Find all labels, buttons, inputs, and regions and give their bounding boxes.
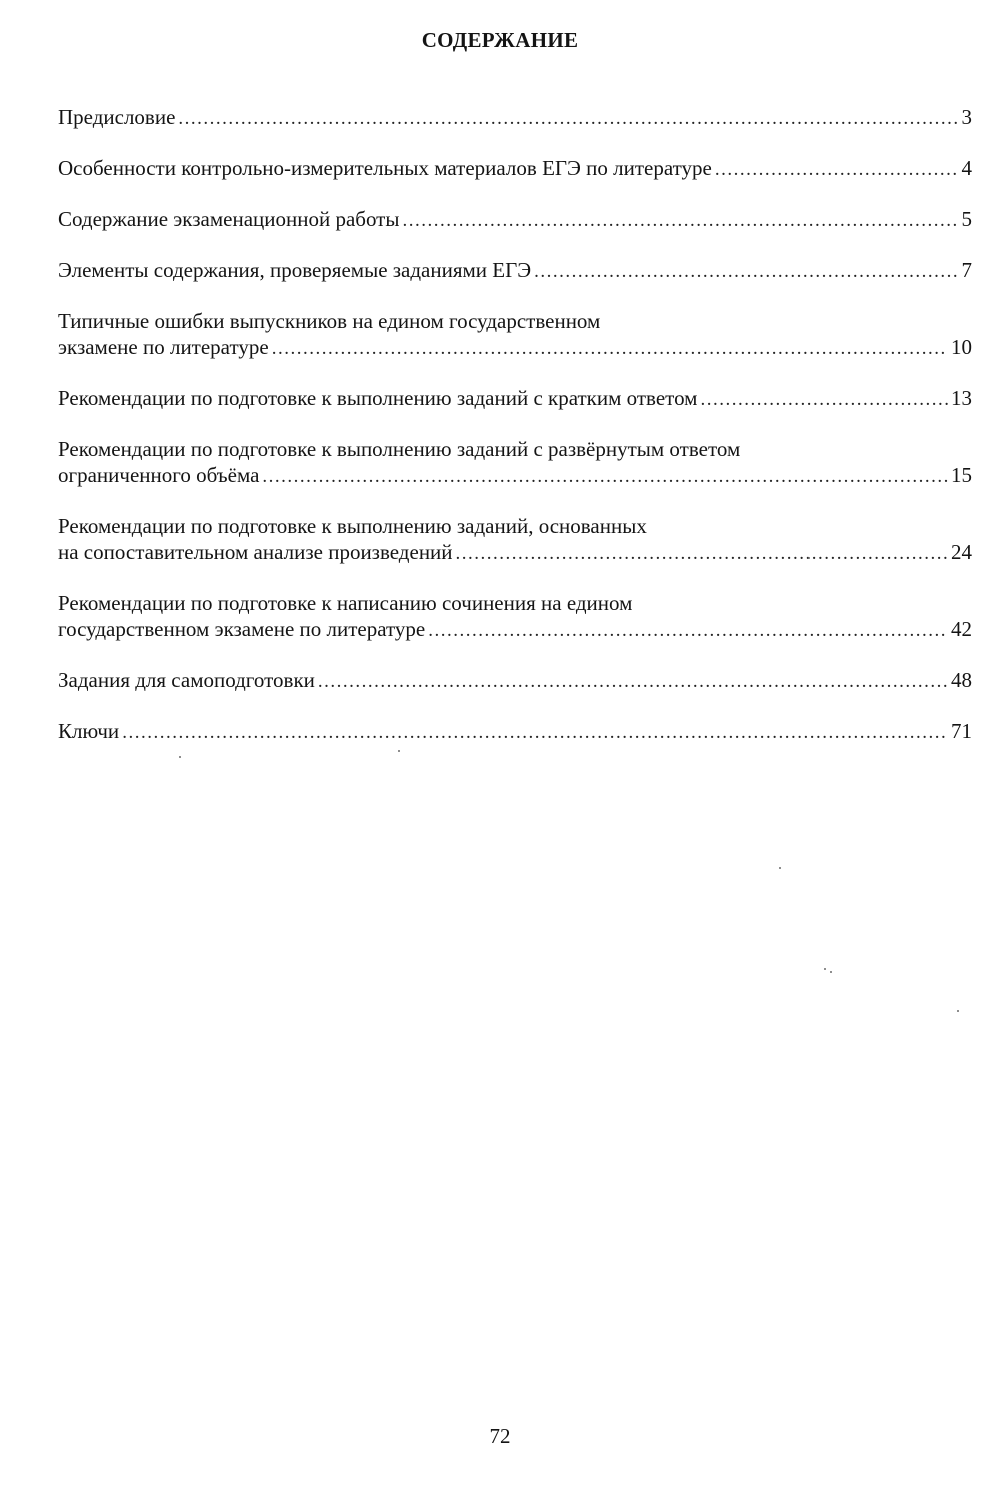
- scan-speck: [808, 557, 810, 559]
- toc-entry-line: [58, 385, 972, 413]
- toc-entry-title-line1: Рекомендации по подготовке к выполнению заданий с развёрнутым ответом: [58, 437, 741, 461]
- toc-entry-short-answer[interactable]: [58, 385, 972, 413]
- toc-entry-line: [58, 155, 972, 183]
- toc-entry-line: [58, 104, 972, 132]
- toc-entry-preface[interactable]: [58, 104, 972, 132]
- toc-entry-title: Содержание экзаменационной работы: [58, 207, 400, 231]
- toc-entry-page: 4: [961, 156, 972, 180]
- toc-entry-page: 3: [961, 105, 972, 129]
- dot-leader: [318, 669, 948, 695]
- dot-leader: [122, 720, 948, 746]
- toc-entry-page: 24: [951, 540, 972, 564]
- toc-entry-title: Рекомендации по подготовке к выполнению заданий с кратким ответом: [58, 386, 698, 410]
- scan-speck: [179, 756, 181, 758]
- toc-entry-title-line1: Рекомендации по подготовке к написанию сочинения на едином: [58, 591, 633, 615]
- toc-entry-title-line1: Рекомендации по подготовке к выполнению заданий, основанных: [58, 514, 647, 538]
- toc-entry-line: [58, 206, 972, 234]
- toc-entry-line: [58, 616, 972, 644]
- toc-entry-line: [58, 539, 972, 567]
- toc-entry-page: 71: [951, 719, 972, 743]
- toc-entry-line: [58, 334, 972, 362]
- table-of-contents: [58, 104, 972, 769]
- toc-entry-title: Ключи: [58, 719, 120, 743]
- toc-entry-keys[interactable]: [58, 718, 972, 746]
- toc-entry-comparative-analysis[interactable]: [58, 513, 972, 567]
- toc-entry-line: [58, 718, 972, 746]
- toc-entry-title: Задания для самоподготовки: [58, 668, 315, 692]
- scan-speck: [957, 1010, 959, 1012]
- scan-speck: [779, 867, 781, 869]
- toc-entry-kim-features[interactable]: [58, 155, 972, 183]
- toc-entry-page: 48: [951, 668, 972, 692]
- dot-leader: [262, 464, 948, 490]
- dot-leader: [456, 541, 948, 567]
- scan-speck: [398, 750, 400, 752]
- toc-entry-title: ограниченного объёма: [58, 463, 260, 487]
- dot-leader: [715, 157, 959, 183]
- toc-entry-typical-errors[interactable]: [58, 308, 972, 362]
- toc-entry-exam-content[interactable]: [58, 206, 972, 234]
- toc-entry-extended-answer[interactable]: [58, 436, 972, 490]
- dot-leader: [534, 259, 958, 285]
- toc-entry-line: [58, 462, 972, 490]
- toc-entry-self-study-tasks[interactable]: [58, 667, 972, 695]
- dot-leader: [428, 618, 948, 644]
- toc-entry-page: 15: [951, 463, 972, 487]
- dot-leader: [178, 106, 958, 132]
- scan-speck: [824, 968, 826, 970]
- toc-entry-page: 42: [951, 617, 972, 641]
- toc-entry-page: 13: [951, 386, 972, 410]
- toc-entry-title-line1: Типичные ошибки выпускников на едином государственном: [58, 309, 601, 333]
- toc-entry-title: Предисловие: [58, 105, 176, 129]
- toc-entry-title: Особенности контрольно-измерительных материалов ЕГЭ по литературе: [58, 156, 712, 180]
- dot-leader: [402, 208, 958, 234]
- dot-leader: [700, 387, 948, 413]
- toc-entry-content-elements[interactable]: [58, 257, 972, 285]
- toc-entry-title: на сопоставительном анализе произведений: [58, 540, 453, 564]
- dot-leader: [272, 336, 948, 362]
- toc-entry-title: экзамене по литературе: [58, 335, 269, 359]
- toc-entry-line: [58, 667, 972, 695]
- toc-entry-page: 10: [951, 335, 972, 359]
- toc-entry-title: государственном экзамене по литературе: [58, 617, 426, 641]
- toc-entry-line: [58, 257, 972, 285]
- page-number: 72: [489, 1424, 511, 1448]
- toc-entry-title: Элементы содержания, проверяемые заданиями ЕГЭ: [58, 258, 532, 282]
- toc-entry-essay[interactable]: [58, 590, 972, 644]
- toc-entry-page: 5: [961, 207, 972, 231]
- scan-speck: [830, 971, 832, 973]
- toc-heading: СОДЕРЖАНИЕ: [421, 28, 579, 52]
- toc-entry-page: 7: [961, 258, 972, 282]
